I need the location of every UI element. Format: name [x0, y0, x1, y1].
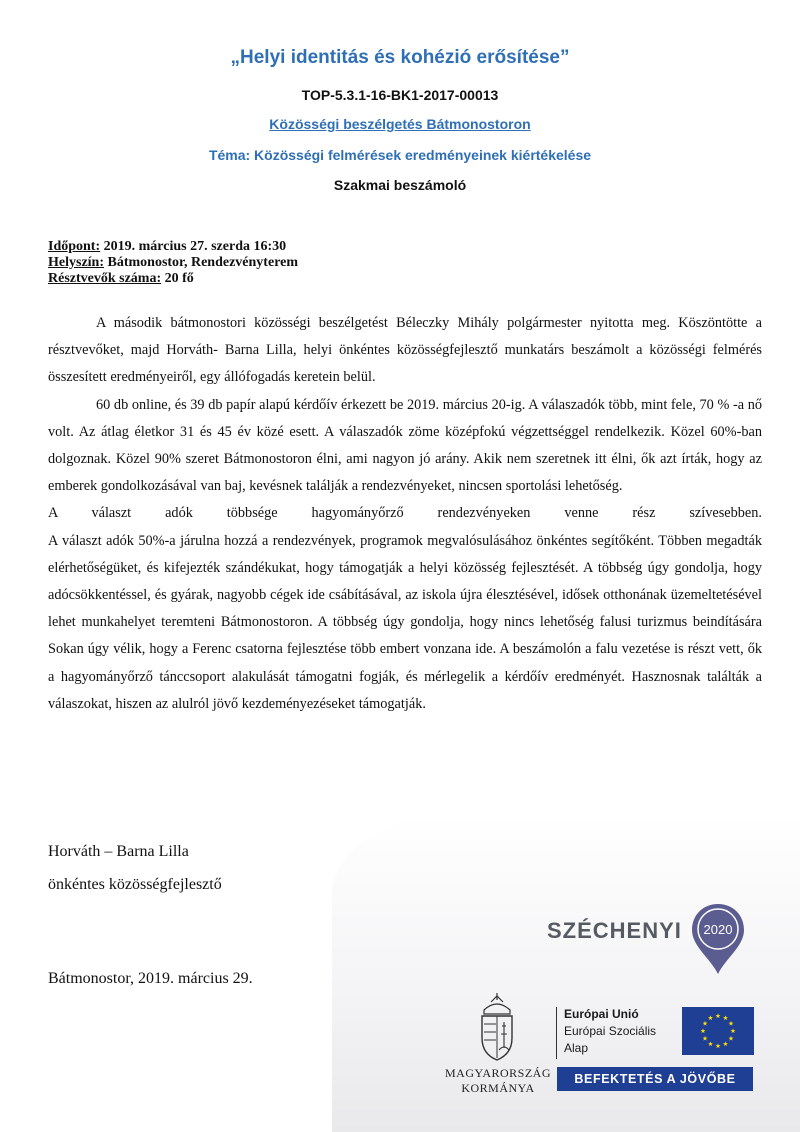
event-participants — [48, 271, 298, 287]
count-label: Résztvevők száma: — [48, 271, 162, 286]
szechenyi-pin-icon — [690, 902, 746, 976]
event-details — [48, 239, 298, 287]
signature-block — [48, 835, 222, 901]
government-logo-line2: KORMÁNYA — [461, 1081, 535, 1095]
report-heading: Szakmai beszámoló — [333, 177, 467, 193]
paragraph-1: A második bátmonostori közösségi beszélgetést Béleczky Mihály polgármester nyitotta meg. Köszöntötte a résztvevőket, majd Horváth- Barna Lilla, helyi önkéntes közösségfejlesztő munkatárs beszámolt a közösségi felmérés összesített eredményeiről, egy állófogadás keretein belül. — [48, 315, 762, 386]
document-title: „Helyi identitás és kohézió erősítése” — [230, 47, 570, 68]
paragraph-2: 60 db online, és 39 db papír alapú kérdőív érkezett be 2019. március 20-ig. A válaszadók több, mint fele, 70 % -a nő volt. Az átlag életkor 31 és 45 év közé esett. A válaszadók zöme középfokú végzettséggel rendelkezik. Közel 60%-ban dolgoznak. Közel 90% szeret Bátmonostoron élni, ami nagyon jó arány. Akik nem szeretnek itt élni, ők azt írták, hogy az emberek gondolkozásával van baj, kevésnek találják a rendezvényeket, nincsen sportolási lehetőség. — [48, 396, 762, 495]
document-subtitle: Közösségi beszélgetés Bátmonostoron — [269, 116, 531, 132]
eu-flag-icon — [682, 1007, 754, 1055]
document-theme: Téma: Közösségi felmérések eredményeinek kiértékelése — [208, 147, 592, 163]
szechenyi-year: 2020 — [703, 922, 733, 937]
project-code: TOP-5.3.1-16-BK1-2017-00013 — [301, 87, 499, 103]
place-label: Helyszín: — [48, 255, 104, 270]
eu-label-union: Európai Unió — [564, 1007, 639, 1021]
event-time — [48, 239, 298, 255]
report-body — [48, 310, 762, 718]
place-value: Bátmonostor, Rendezvényterem — [104, 255, 299, 270]
place-date: Bátmonostor, 2019. március 29. — [48, 970, 253, 987]
signer-role: önkéntes közösségfejlesztő — [48, 876, 222, 893]
time-value: 2019. március 27. szerda 16:30 — [100, 239, 287, 254]
signer-name: Horváth – Barna Lilla — [48, 843, 189, 860]
count-value: 20 fő — [161, 271, 194, 286]
event-place — [48, 255, 298, 271]
government-logo-line1: MAGYARORSZÁG — [444, 1066, 551, 1080]
szechenyi-logo-text: SZÉCHENYI — [547, 918, 682, 943]
coat-of-arms-icon — [476, 992, 518, 1062]
eu-divider — [556, 1007, 557, 1059]
eu-label-fund: Európai Szociális — [564, 1024, 657, 1038]
eu-label-alap: Alap — [564, 1041, 589, 1055]
time-label: Időpont: — [48, 239, 101, 254]
paragraph-4: A választ adók 50%-a járulna hozzá a rendezvények, programok megvalósulásához önkéntes segítőként. Többen megadták elérhetőségüket, és kifejezték szándékukat, hogy támogatják a helyi közösség fejlesztését. A többség úgy gondolja, hogy adócsökkentéssel, és gyárak, nagyobb cégek ide csábításával, az iskola újra élesztésével, idősek otthonának üzemeltetésével lehet munkahelyet teremteni Bátmonostoron. A többség úgy gondolja, hogy nincs lehetőség falusi turizmus beindítására Sokan úgy vélik, hogy a Ferenc csatorna fejlesztése több embert vonzana ide. A beszámolón a falu vezetése is részt vett, ők a hagyományőrző tánccsoport alakulását támogatni fogják, és mérlegelik a kérdőív eredményét. Hasznosnak találták a válaszokat, hiszen az alulról jövő kezdeményezéseket támogatják. — [48, 532, 762, 712]
paragraph-3: A választ adók többsége hagyományőrző rendezvényeken venne rész szívesebben. — [48, 505, 762, 522]
invest-banner: BEFEKTETÉS A JÖVŐBE — [557, 1067, 753, 1091]
